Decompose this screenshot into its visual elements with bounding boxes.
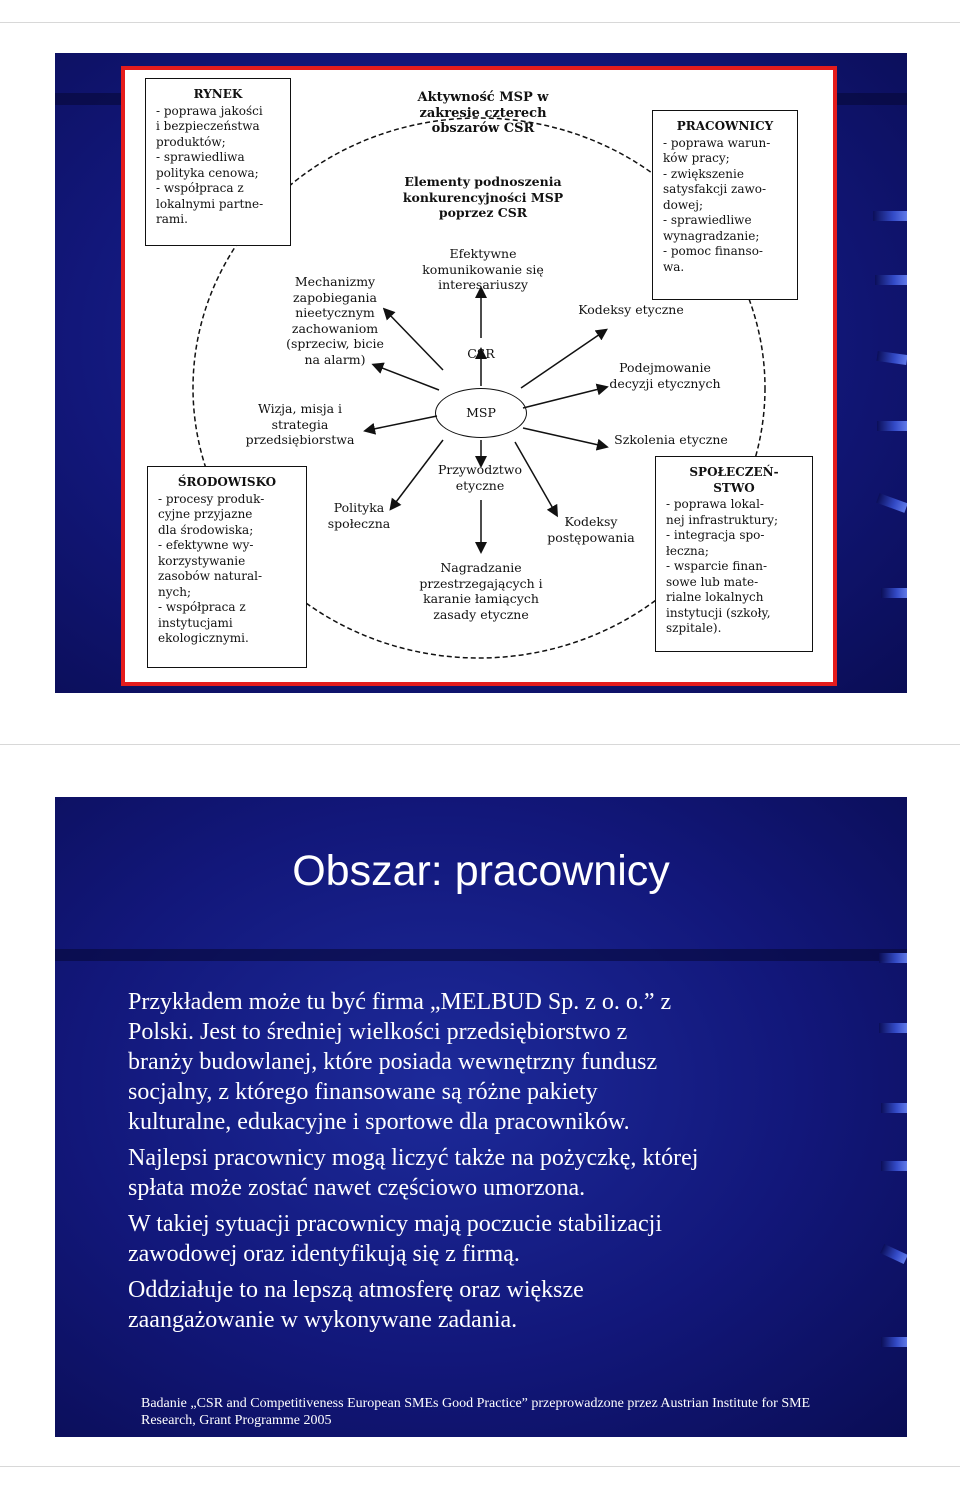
paragraph-line: Przykładem może tu być firma „MELBUD Sp. z o. o.” z (128, 989, 672, 1015)
elements-title: Elementy podnoszenia konkurencyjności MSP poprzez CSR (402, 174, 564, 220)
label-polityka: Polityka społeczna (327, 500, 391, 531)
slide-pracownicy (55, 797, 907, 1437)
paragraph (128, 1209, 848, 1269)
box-pracownicy (652, 110, 798, 300)
page-divider-middle (0, 744, 960, 745)
paragraph-line: Polski. Jest to średniej wielkości przedsiębiorstwo z (128, 1019, 628, 1045)
box-line: - współpraca z (156, 181, 244, 195)
label-msp: MSP (466, 405, 496, 420)
label-csr: CSR (467, 346, 495, 361)
decorative-stripe (881, 1103, 907, 1113)
box-spoleczenstwo (655, 456, 813, 652)
paragraph (128, 987, 848, 1137)
label-mechanizmy: Mechanizmy zapobiegania nieetycznym zachowaniom (sprzeciw, bicie na alarm) (286, 274, 384, 367)
paragraph-line: Najlepsi pracownicy mogą liczyć także na pożyczkę, której (128, 1145, 699, 1171)
box-rynek (145, 78, 291, 246)
box-spoleczenstwo-title (666, 465, 802, 496)
box-line: - integracja spo- (666, 528, 765, 542)
decorative-stripe (876, 351, 907, 365)
paragraph-line: zaangażowanie w wykonywane zadania. (128, 1307, 518, 1333)
label-nagradzanie: Nagradzanie przestrzegających i karanie łamiących zasady etyczne (419, 560, 543, 622)
box-line: nej infrastruktury; (666, 512, 779, 527)
box-line: - poprawa jakości (156, 103, 263, 118)
box-rynek-title: RYNEK (193, 87, 243, 101)
arrow-right (523, 388, 603, 408)
box-line: - poprawa warun- (663, 135, 771, 150)
csr-diagram (121, 66, 837, 686)
arrow-upper-right (521, 332, 603, 388)
arrow-right-lower (523, 428, 603, 446)
box-line: - pomoc finanso- (663, 244, 763, 258)
paragraph-line: spłata może zostać nawet częściowo umorzona. (128, 1175, 586, 1201)
box-title-line: STWO (713, 480, 755, 495)
box-line: nych; (158, 584, 191, 599)
box-line: cyjne przyjazne (158, 507, 253, 521)
box-line: - zwiększenie (663, 166, 744, 181)
decorative-stripe (880, 1244, 907, 1264)
paragraph (128, 1275, 848, 1335)
box-line: ków pracy; (663, 151, 730, 165)
box-line: wynagradzanie; (663, 228, 760, 243)
label-kodeksy-postepowania: Kodeksy postępowania (547, 514, 635, 545)
box-line: szpitale). (666, 621, 722, 635)
paragraph-line: kulturalne, edukacyjne i sportowe dla pracowników. (128, 1109, 630, 1135)
page-divider-bottom (0, 1466, 960, 1467)
slide-diagram (55, 53, 907, 693)
box-line: - wsparcie finan- (666, 559, 768, 573)
box-line: i bezpieczeństwa (156, 119, 260, 133)
label-efektywne: Efektywne komunikowanie się interesariuszy (422, 246, 544, 292)
decorative-stripe (881, 1161, 907, 1171)
box-line: - sprawiedliwe (663, 213, 752, 227)
paragraph-line: socjalny, z którego finansowane są różne pakiety (128, 1079, 598, 1105)
label-kodeksy-etyczne: Kodeksy etyczne (578, 302, 684, 317)
decorative-stripe (835, 93, 907, 105)
box-line: instytucji (szkoły, (666, 605, 771, 620)
box-srodowisko (147, 466, 307, 668)
box-line: ekologicznymi. (158, 631, 249, 645)
box-line: rialne lokalnych (666, 590, 764, 604)
label-wizja: Wizja, misja i strategia przedsiębiorstwa (245, 401, 355, 447)
box-line: polityka cenowa; (156, 165, 259, 180)
box-line: - współpraca z (158, 600, 246, 614)
decorative-stripe (881, 1337, 907, 1347)
decorative-stripe (879, 1023, 907, 1033)
box-line: satysfakcji zawo- (663, 182, 767, 196)
box-line: zasobów natural- (158, 569, 263, 583)
decorative-stripe (55, 949, 907, 961)
decorative-stripe (876, 493, 907, 513)
paragraph (128, 1143, 848, 1203)
page-divider-top (0, 22, 960, 23)
slide-body (128, 987, 848, 1341)
diagram-title: Aktywność MSP w zakresie czterech obszarów CSR (417, 90, 549, 136)
paragraph-line: W takiej sytuacji pracownicy mają poczucie stabilizacji (128, 1211, 662, 1237)
box-line: - poprawa lokal- (666, 497, 764, 511)
decorative-stripe (873, 211, 907, 221)
decorative-stripe (55, 93, 125, 105)
paragraph-line: branży budowlanej, które posiada wewnętrzny fundusz (128, 1049, 658, 1075)
box-title-line: SPOŁECZEŃ- (689, 465, 779, 479)
box-line: dla środowiska; (158, 522, 254, 537)
box-srodowisko-title: ŚRODOWISKO (177, 475, 277, 489)
decorative-stripe (875, 275, 907, 285)
arrow-top-left (387, 312, 443, 370)
box-line: - procesy produk- (158, 491, 265, 506)
box-line: wa. (663, 259, 685, 274)
box-line: łeczna; (666, 543, 709, 558)
box-line: instytucjami (158, 615, 233, 630)
box-line: rami. (156, 212, 188, 226)
label-przywodztwo: Przywództwo etyczne (437, 462, 523, 493)
label-szkolenia: Szkolenia etyczne (614, 432, 728, 447)
box-line: korzystywanie (158, 553, 246, 568)
box-line: produktów; (156, 134, 226, 149)
decorative-stripe (881, 588, 907, 598)
footer-line: Badanie „CSR and Competitiveness European SMEs Good Practice” przeprowadzone przez Austrian Institute for SME (141, 1396, 811, 1411)
label-podejmowanie: Podejmowanie decyzji etycznych (609, 360, 721, 391)
arrow-left (369, 416, 437, 430)
box-line: - sprawiedliwa (156, 150, 245, 164)
decorative-stripe (877, 421, 907, 431)
box-line: lokalnymi partne- (156, 196, 264, 211)
slide-title: Obszar: pracownicy (292, 847, 670, 895)
slide-footer-source (141, 1395, 841, 1429)
paragraph-line: zawodowej oraz identyfikują się z firmą. (128, 1241, 520, 1267)
box-line: dowej; (663, 197, 704, 212)
decorative-stripe (879, 953, 907, 963)
arrow-upper-left (377, 366, 439, 390)
paragraph-line: Oddziałuje to na lepszą atmosferę oraz większe (128, 1277, 584, 1303)
box-line: sowe lub mate- (666, 574, 759, 589)
footer-line: Research, Grant Programme 2005 (141, 1413, 332, 1428)
box-line: - efektywne wy- (158, 538, 254, 552)
box-pracownicy-title: PRACOWNICY (676, 119, 774, 133)
